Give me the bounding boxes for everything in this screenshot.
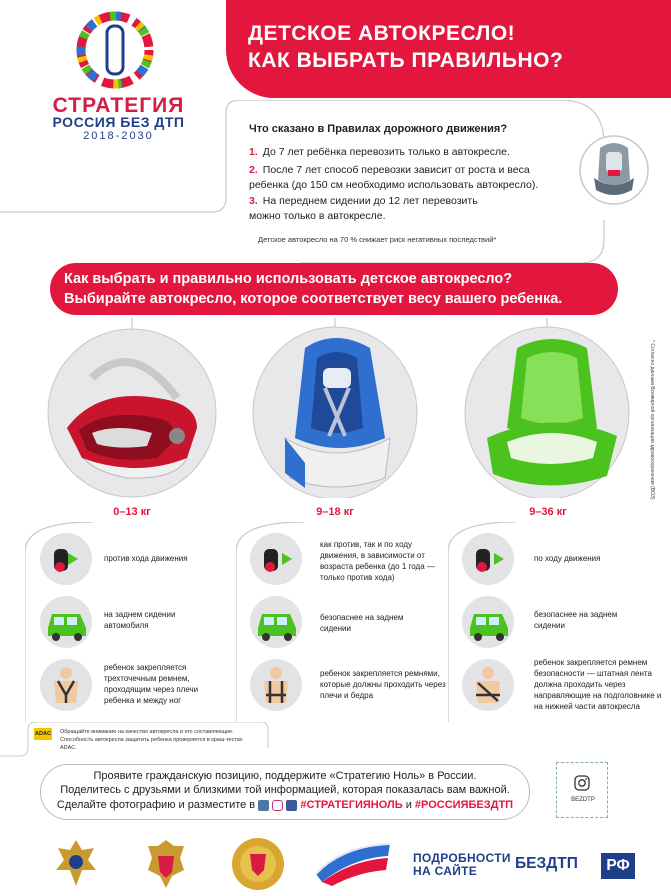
civic-line3: Сделайте фотографию и разместите в #СТРАТЕГИЯНОЛЬ и #РОССИЯБЕЗДТП — [56, 799, 514, 811]
side-footnote: * Согласно данным Всемирной организации здравоохранения (ВОЗ) — [649, 340, 655, 500]
convertible-seat-image — [245, 318, 425, 498]
rsa-logo-icon — [312, 836, 394, 886]
infant-carrier-image — [37, 318, 227, 498]
civic-line2: Поделитесь с друзьями и близкими той информацией, которая показалась вам важной. — [60, 784, 510, 796]
civic-line1: Проявите гражданскую позицию, поддержите «Стратегию Ноль» в России. — [93, 770, 477, 782]
gibdd-emblem-icon — [230, 836, 286, 892]
direction-text: против хода движения — [104, 554, 188, 563]
position-text: безопаснее на заднем сидении — [534, 610, 618, 630]
weight-label: 0–13 кг — [113, 506, 151, 518]
position-text: безопаснее на заднем сидении — [320, 613, 404, 633]
car-seat-thumbnail-icon — [578, 130, 650, 210]
title-banner — [226, 0, 671, 98]
rule-item: 1. До 7 лет ребёнка перевозить только в автокресле. — [249, 146, 510, 158]
car-icon — [462, 596, 514, 648]
instagram-icon — [574, 775, 590, 791]
page-title-line1: ДЕТСКОЕ АВТОКРЕСЛО! — [248, 22, 516, 45]
car-icon — [40, 596, 92, 648]
logo-title: СТРАТЕГИЯ — [52, 94, 185, 117]
instagram-icon[interactable] — [272, 800, 283, 811]
seat-belt-icon — [462, 659, 514, 711]
logo-subtitle: РОССИЯ БЕЗ ДТП — [52, 114, 185, 130]
facebook-icon[interactable] — [286, 800, 297, 811]
forward-facing-icon — [462, 533, 514, 585]
adac-logo: ADAC — [34, 728, 52, 740]
more-info-label: ПОДРОБНОСТИ НА САЙТЕ — [413, 851, 511, 878]
subtitle-line2: Выбирайте автокресло, которое соответствует весу вашего ребенка. — [64, 291, 563, 307]
subtitle-banner — [50, 263, 618, 315]
subtitle-line1: Как выбрать и правильно использовать детское автокресло? — [64, 271, 513, 287]
booster-seat-image — [457, 318, 637, 498]
weight-label: 9–18 кг — [316, 506, 354, 518]
rear-facing-icon — [40, 533, 92, 585]
car-icon — [250, 596, 302, 648]
belt-text: ребенок закрепляется трехточечным ремнем, проходящим через плечи ребенка и между ног — [104, 663, 199, 705]
ministry-emblem-icon — [52, 836, 100, 892]
instagram-handle: BEZDTP — [571, 797, 595, 803]
rules-heading: Что сказано в Правилах дорожного движения? — [249, 123, 508, 135]
strategy-logo-icon — [60, 6, 170, 94]
direction-text: по ходу движения — [534, 554, 601, 563]
adac-note: Обращайте внимание на качество автокресла и его составляющие. Способность автокресла защитить ребенка проверяется в краш-тестах ADAC. — [60, 729, 243, 751]
rule-item: 3. На переднем сидении до 12 лет перевозить можно только в автокресле. — [249, 195, 478, 222]
both-directions-icon — [250, 533, 302, 585]
weight-label: 9–36 кг — [529, 506, 567, 518]
hashtag-russia[interactable]: #РОССИЯБЕЗДТП — [414, 799, 514, 811]
harness-icon — [40, 659, 92, 711]
hashtag-strategy[interactable]: #СТРАТЕГИЯНОЛЬ — [300, 799, 403, 811]
instagram-badge[interactable] — [556, 762, 608, 818]
rules-note: Детское автокресло на 70 % снижает риск негативных последствий* — [258, 235, 497, 244]
site-link[interactable]: БЕЗДТП РФ — [515, 853, 636, 879]
belt-text: ребенок закрепляется ремнем безопасности — штатная лента должна проходить через направляющие на подголовнике и на нижней части автокресла — [534, 658, 662, 711]
direction-text: как против, так и по ходу движения, в зависимости от возраста ребенка (до 1 года — только против хода) — [320, 540, 435, 582]
belt-text: ребенок закрепляется ремнями, которые должны проходить через плечи и бедра — [320, 669, 446, 700]
page-title-line2: КАК ВЫБРАТЬ ПРАВИЛЬНО? — [248, 49, 564, 72]
position-text: на заднем сидении автомобиля — [104, 610, 176, 630]
logo-years: 2018-2030 — [83, 130, 154, 142]
mvd-emblem-icon — [142, 836, 190, 892]
harness-icon — [250, 659, 302, 711]
rule-item: 2. После 7 лет способ перевозки зависит от роста и веса ребенка (до 150 см необходимо использовать автокресло). — [249, 164, 539, 191]
vk-icon[interactable] — [258, 800, 269, 811]
